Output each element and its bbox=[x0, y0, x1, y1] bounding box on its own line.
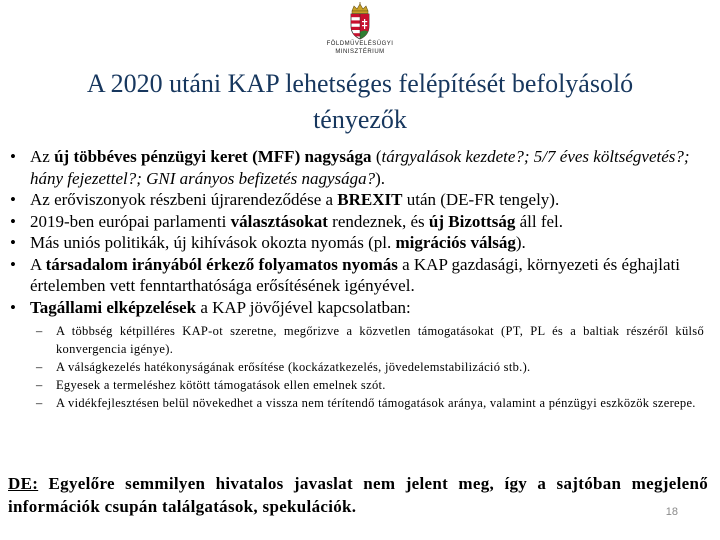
bullet-text: a KAP jövőjével kapcsolatban: bbox=[196, 297, 411, 317]
bullet-text: ). bbox=[375, 168, 386, 188]
title-line-1: A 2020 utáni KAP lehetséges felépítését befolyásoló bbox=[86, 69, 634, 98]
hungarian-coat-of-arms-icon bbox=[346, 2, 374, 40]
note-emphasis: DE: bbox=[8, 474, 39, 493]
bullet-text: ). bbox=[515, 233, 526, 252]
sub-list bbox=[30, 322, 710, 412]
bullet-text: rendeznek, és bbox=[327, 211, 429, 231]
page-number: 18 bbox=[665, 506, 678, 518]
sub-item: – A válságkezelés hatékonyságának erősítése (kockázatkezelés, jövedelemstabilizáció stb.). bbox=[30, 358, 710, 376]
bullet-italic-text: tárgyalások kezdete?; 5/7 éves költségvetés?; hány fejezettel?; GNI arányos befizetés nagysága? bbox=[30, 147, 690, 188]
bullet-item bbox=[6, 254, 720, 297]
footer-note bbox=[8, 472, 708, 518]
bullet-bold-text: társadalom irányából érkező folyamatos nyomás bbox=[45, 254, 398, 274]
bullet-text: Az erőviszonyok részbeni újrarendeződése a bbox=[30, 190, 338, 209]
bullet-bold-text: választásokat bbox=[230, 211, 328, 231]
slide-title bbox=[0, 66, 720, 138]
bullet-list bbox=[0, 146, 720, 412]
bullet-item bbox=[6, 297, 720, 413]
bullet-text: után (DE-FR tengely). bbox=[402, 190, 560, 209]
sub-item: – Egyesek a termeléshez kötött támogatások ellen emelnek szót. bbox=[30, 376, 710, 394]
ministry-logo bbox=[310, 2, 410, 56]
bullet-bold-text: BREXIT bbox=[337, 190, 403, 209]
title-line-2: tényezők bbox=[313, 105, 407, 134]
bullet-bold-text: új többéves pénzügyi keret (MFF) nagysága bbox=[54, 147, 372, 166]
logo-text-line1: FÖLDMŰVELÉSÜGYI bbox=[326, 41, 394, 47]
bullet-item bbox=[6, 146, 720, 189]
sub-item: – A vidékfejlesztésen belül növekedhet a vissza nem térítendő támogatások aránya, valamint a pénzügyi eszközök szerepe. bbox=[30, 394, 710, 412]
bullet-text: A bbox=[30, 254, 46, 274]
bullet-text: 2019-ben európai parlamenti bbox=[30, 211, 231, 231]
bullet-item bbox=[6, 211, 720, 233]
bullet-bold-text: Tagállami elképzelések bbox=[30, 297, 197, 317]
bullet-text: áll fel. bbox=[515, 211, 564, 231]
bullet-text: Az bbox=[30, 147, 55, 166]
sub-item: – A többség kétpilléres KAP-ot szeretne, megőrizve a közvetlen támogatásokat (PT, PL és a baltiak részéről külső konvergencia igénye). bbox=[30, 322, 710, 358]
bullet-text: ( bbox=[371, 147, 382, 166]
bullet-item bbox=[6, 189, 720, 211]
note-text: Egyelőre semmilyen hivatalos javaslat nem jelent meg, így a sajtóban megjelenő információk csupán találgatások, spekulációk. bbox=[8, 474, 708, 516]
logo-text-line2: MINISZTÉRIUM bbox=[335, 49, 385, 55]
bullet-text: a KAP gazdasági, környezeti és éghajlati értelemben vett fenntarthatósága erősítésének igényével. bbox=[30, 254, 680, 295]
bullet-bold-text: migrációs válság bbox=[395, 233, 516, 252]
bullet-text: Más uniós politikák, új kihívások okozta nyomás (pl. bbox=[30, 233, 396, 252]
bullet-item bbox=[6, 232, 720, 254]
bullet-bold-text: új Bizottság bbox=[428, 211, 516, 231]
